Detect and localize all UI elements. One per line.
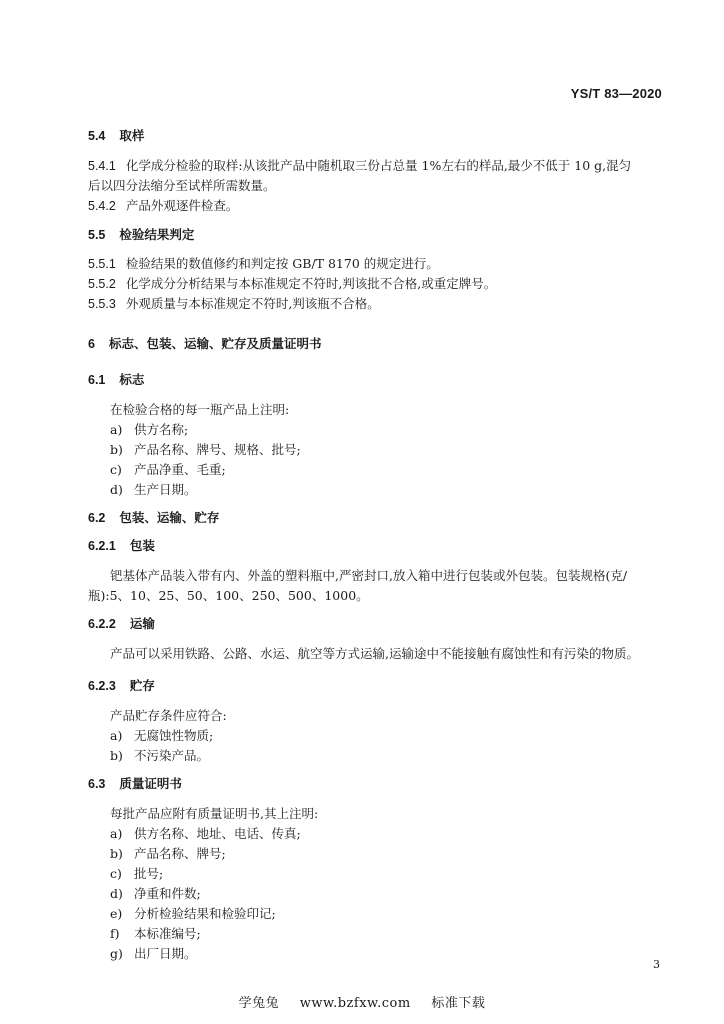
list-item	[110, 884, 690, 904]
page-number: 3	[653, 958, 660, 971]
clause-5-4-1	[88, 156, 668, 176]
section-number: 6.3	[88, 777, 106, 791]
section-title: 包装、运输、贮存	[119, 510, 220, 525]
list-marker: e)	[110, 906, 123, 921]
section-6-2-heading	[88, 508, 668, 528]
footer-brand: 学兔兔	[238, 996, 280, 1011]
list-item-text: 净重和件数;	[134, 886, 201, 901]
clause-text: 化学成分分析结果与本标准规定不符时,判该批不合格,或重定牌号。	[125, 276, 497, 291]
clause-5-4-2	[88, 196, 668, 216]
list-marker: g)	[110, 946, 123, 961]
list-marker: f)	[110, 926, 120, 941]
list-marker: d)	[110, 482, 123, 497]
list-item	[110, 480, 690, 500]
section-number: 6.2.1	[88, 539, 116, 553]
section-6-2-1-continuation: 瓶):5、10、25、50、100、250、500、1000。	[88, 588, 369, 603]
section-title: 运输	[129, 616, 155, 631]
section-6-2-1-text: 钯基体产品装入带有内、外盖的塑料瓶中,严密封口,放入箱中进行包装或外包装。包装规格(克/	[110, 568, 628, 583]
list-item	[110, 440, 690, 460]
clause-number: 5.5.1	[88, 257, 116, 271]
section-6-2-2-heading	[88, 614, 668, 634]
list-marker: a)	[110, 826, 123, 841]
section-6-1-intro: 在检验合格的每一瓶产品上注明:	[110, 402, 290, 417]
footer-url: www.bzfxw.com	[299, 996, 411, 1011]
list-item-text: 产品净重、毛重;	[134, 462, 226, 477]
section-title: 包装	[129, 538, 155, 553]
list-item-text: 供方名称、地址、电话、传真;	[134, 826, 301, 841]
list-item	[110, 844, 690, 864]
clause-text: 检验结果的数值修约和判定按 GB/T 8170 的规定进行。	[125, 256, 439, 271]
list-marker: b)	[110, 846, 123, 861]
clause-5-5-2	[88, 274, 668, 294]
section-number: 6.1	[88, 373, 106, 387]
list-item-text: 出厂日期。	[134, 946, 197, 961]
clause-number: 5.5.3	[88, 297, 116, 311]
list-item-text: 本标准编号;	[134, 926, 201, 941]
list-marker: b)	[110, 442, 123, 457]
clause-5-5-1	[88, 254, 668, 274]
section-title: 检验结果判定	[119, 227, 195, 242]
section-number: 5.4	[88, 129, 106, 143]
list-item	[110, 924, 690, 944]
section-title: 贮存	[129, 678, 155, 693]
list-item	[110, 824, 690, 844]
section-6-2-3-intro: 产品贮存条件应符合:	[110, 708, 227, 723]
list-item-text: 无腐蚀性物质;	[134, 728, 214, 743]
list-item	[110, 944, 690, 964]
section-6-1-heading	[88, 370, 668, 390]
footer-watermark	[0, 992, 724, 1011]
list-item	[110, 460, 690, 480]
section-number: 6.2.2	[88, 617, 116, 631]
section-6-2-3-heading	[88, 676, 668, 696]
section-6-3-intro: 每批产品应附有质量证明书,其上注明:	[110, 806, 319, 821]
list-item	[110, 864, 690, 884]
clause-number: 5.4.1	[88, 159, 116, 173]
standard-code: YS/T 83—2020	[570, 86, 662, 101]
list-marker: c)	[110, 866, 122, 881]
section-number: 5.5	[88, 228, 106, 242]
section-6-2-2-text: 产品可以采用铁路、公路、水运、航空等方式运输,运输途中不能接触有腐蚀性和有污染的物质。	[110, 646, 639, 661]
list-item-text: 供方名称;	[134, 422, 189, 437]
list-item	[110, 746, 690, 766]
clause-text: 外观质量与本标准规定不符时,判该瓶不合格。	[125, 296, 380, 311]
chapter-title: 标志、包装、运输、贮存及质量证明书	[108, 336, 322, 351]
section-title: 标志	[119, 372, 145, 387]
list-item	[110, 420, 690, 440]
section-number: 6.2.3	[88, 679, 116, 693]
list-item-text: 产品名称、牌号、规格、批号;	[134, 442, 301, 457]
clause-text: 产品外观逐件检查。	[125, 198, 239, 213]
list-marker: c)	[110, 462, 122, 477]
list-item-text: 批号;	[134, 866, 164, 881]
list-item-text: 生产日期。	[134, 482, 197, 497]
list-marker: a)	[110, 422, 123, 437]
chapter-6-heading	[88, 334, 668, 354]
list-item-text: 分析检验结果和检验印记;	[134, 906, 276, 921]
list-item	[110, 904, 690, 924]
list-marker: d)	[110, 886, 123, 901]
list-marker: b)	[110, 748, 123, 763]
section-number: 6.2	[88, 511, 106, 525]
clause-5-5-3	[88, 294, 668, 314]
section-5-5-heading	[88, 225, 668, 245]
section-6-2-1-heading	[88, 536, 668, 556]
list-marker: a)	[110, 728, 123, 743]
section-title: 取样	[119, 128, 145, 143]
section-6-3-heading	[88, 774, 668, 794]
list-item-text: 产品名称、牌号;	[134, 846, 226, 861]
list-item-text: 不污染产品。	[134, 748, 210, 763]
clause-number: 5.4.2	[88, 199, 116, 213]
clause-5-4-1-continuation: 后以四分法缩分至试样所需数量。	[88, 178, 276, 193]
list-item	[110, 726, 690, 746]
section-title: 质量证明书	[119, 776, 182, 791]
chapter-number: 6	[88, 337, 95, 351]
clause-text: 化学成分检验的取样:从该批产品中随机取三份占总量 1%左右的样品,最少不低于 10 g,混匀	[125, 158, 632, 173]
clause-number: 5.5.2	[88, 277, 116, 291]
section-5-4-heading	[88, 126, 668, 146]
footer-caption: 标准下载	[431, 996, 486, 1011]
